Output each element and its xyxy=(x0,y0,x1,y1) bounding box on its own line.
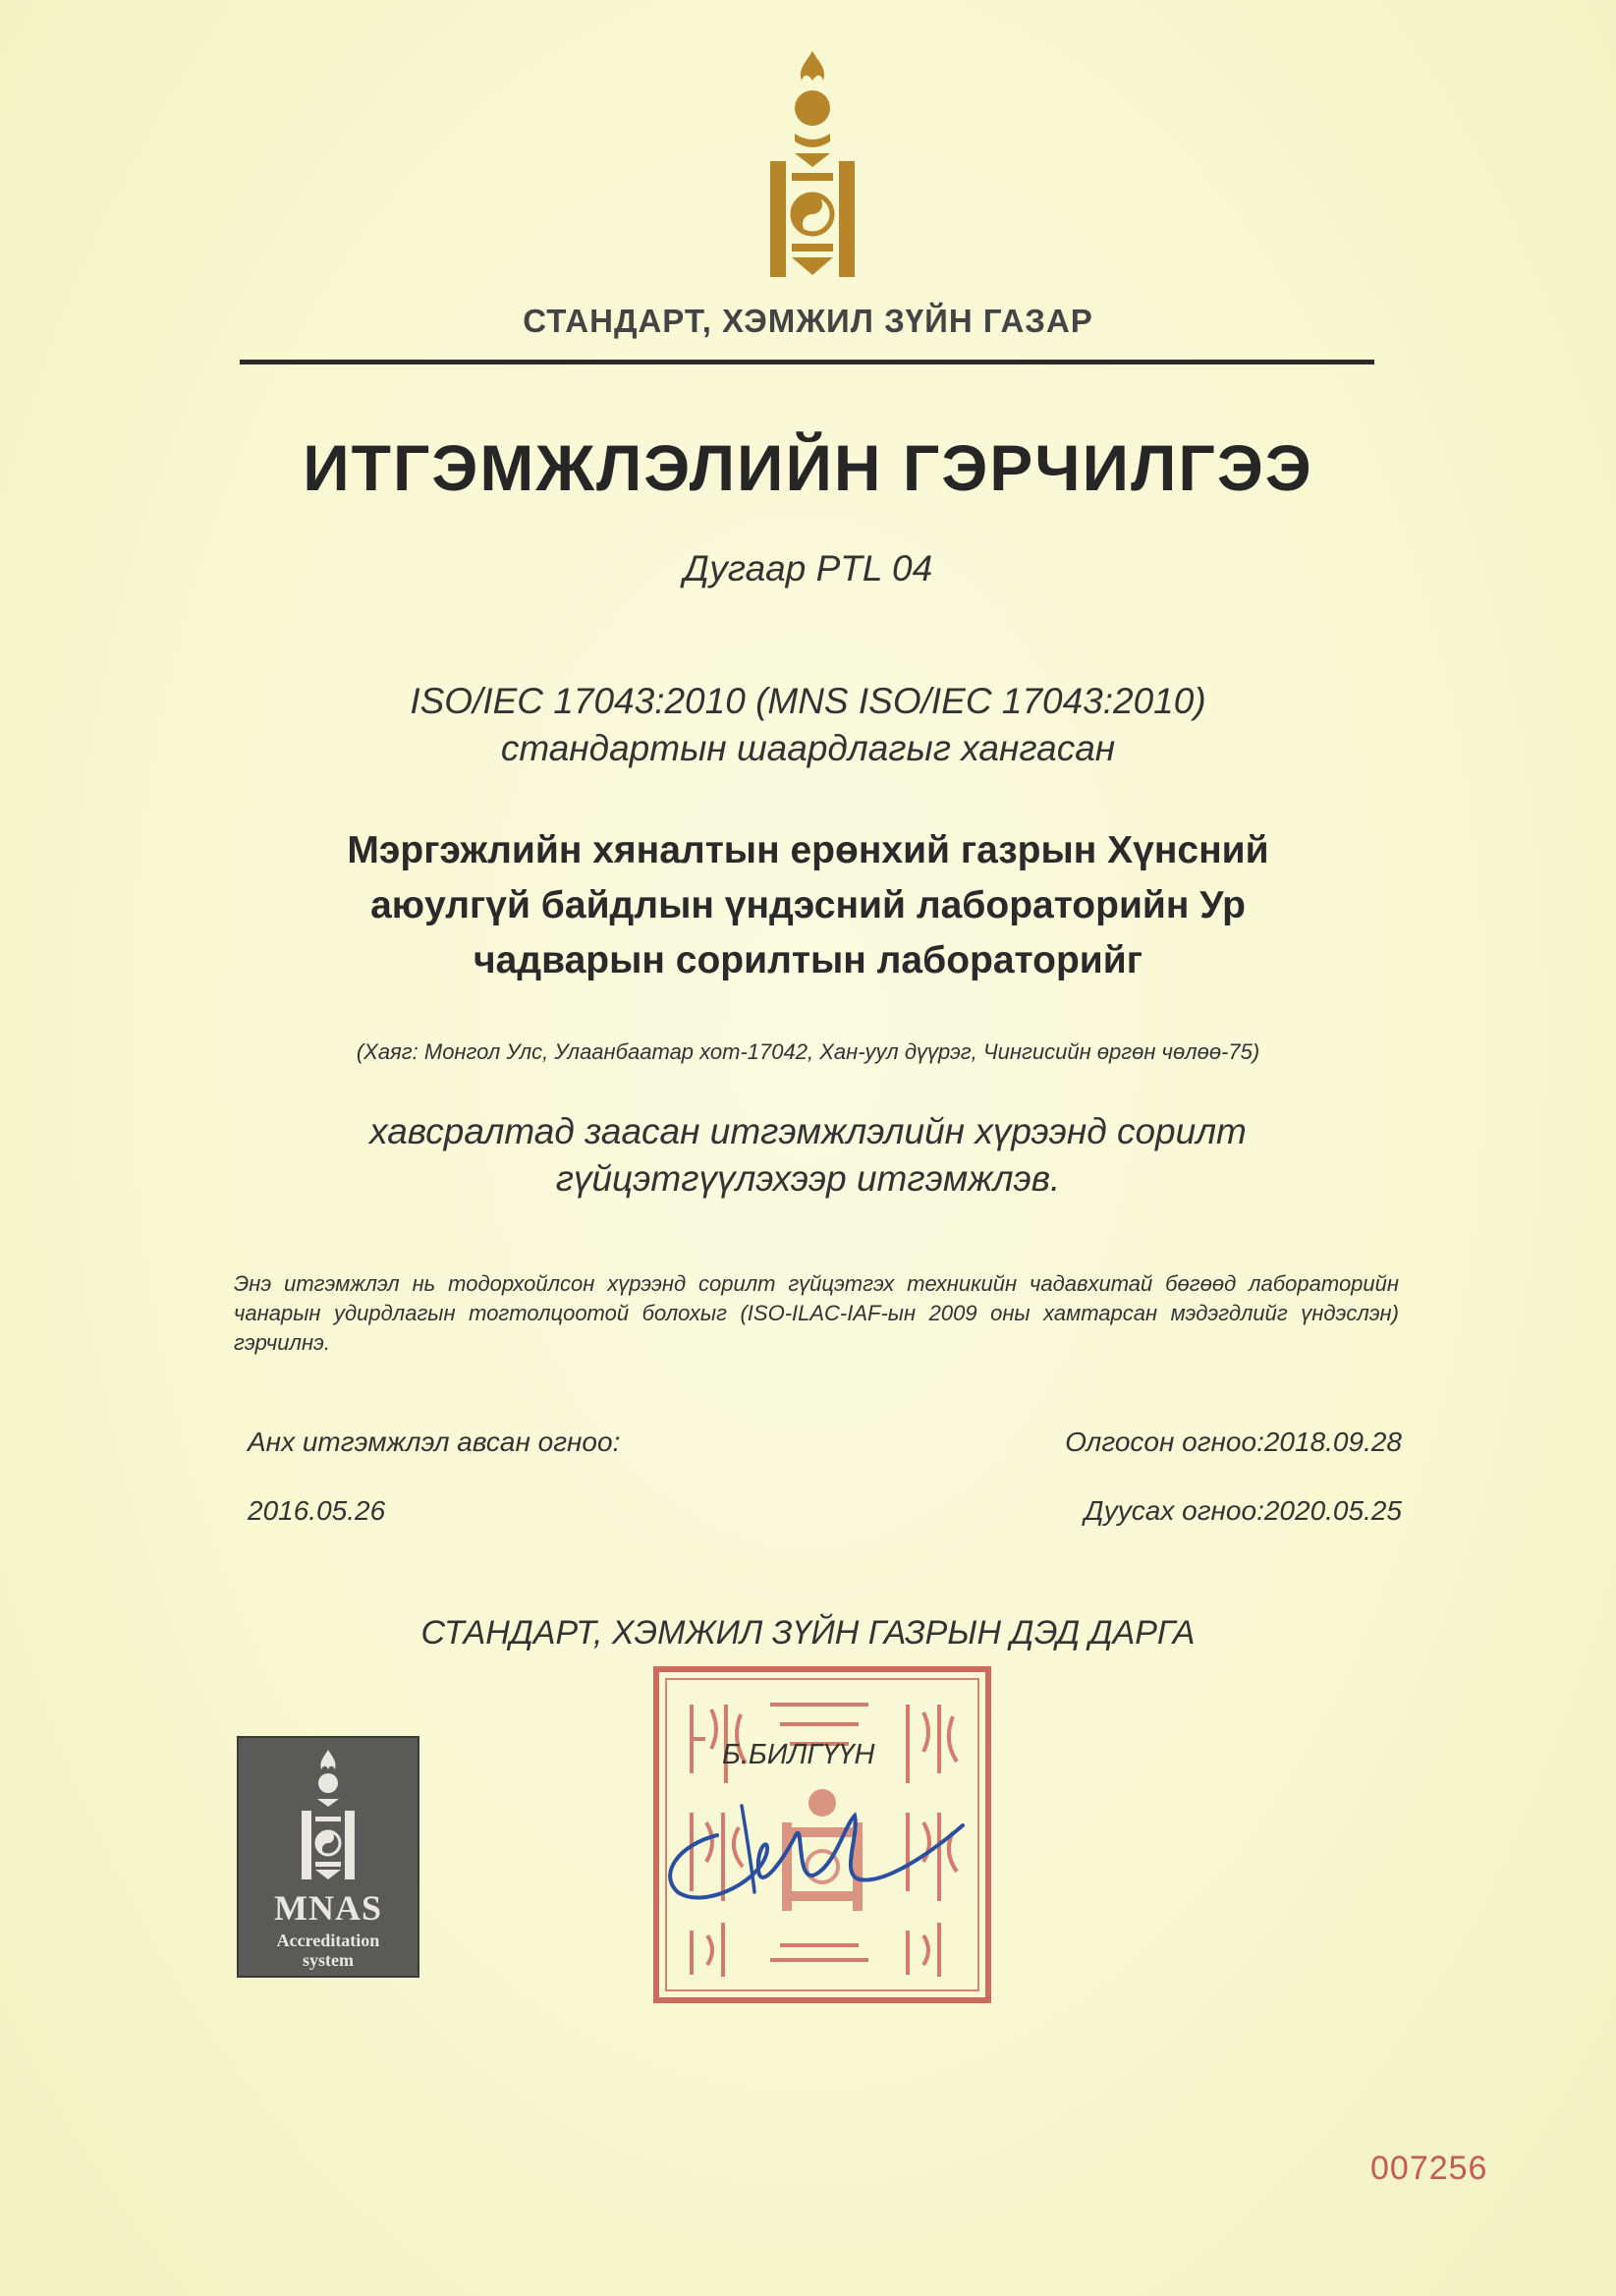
organization-name: СТАНДАРТ, ХЭМЖИЛ ЗҮЙН ГАЗАР xyxy=(523,303,1093,339)
issued-date: Олгосон огноо:2018.09.28 xyxy=(1065,1427,1402,1457)
certificate-note: Энэ итгэмжлэл нь тодорхойлсон хүрээнд сорилт гүйцэтгэх техникийн чадавхитай бөгөөд лабораторийн чанарын удирдлагын тогтолцоотой болохыг (ISO-ILAC-IAF-ын 2009 оны хамтарсан мэдэгдлийг үндэслэн) гэрчилнэ. xyxy=(234,1271,1399,1355)
mnas-logo xyxy=(237,1736,419,1978)
soyombo-emblem-icon xyxy=(768,51,857,292)
standard-line-1: ISO/IEC 17043:2010 (MNS ISO/IEC 17043:2010) xyxy=(410,681,1206,721)
accredited-line-2: гүйцэтгүүлэхээр итгэмжлэв. xyxy=(555,1158,1061,1199)
standard-line-2: стандартын шаардлагыг хангасан xyxy=(500,728,1116,768)
certificate-title: ИТГЭМЖЛЭЛИЙН ГЭРЧИЛГЭЭ xyxy=(303,431,1313,504)
laboratory-name xyxy=(0,823,1616,988)
first-accreditation-date: 2016.05.26 xyxy=(248,1495,386,1526)
certificate-number: Дугаар PTL 04 xyxy=(683,548,933,588)
lab-line-3: чадварын сорилтын лабораторийг xyxy=(474,939,1142,981)
lab-line-1: Мэргэжлийн хяналтын ерөнхий газрын Хүнсний xyxy=(347,829,1269,871)
mnas-name: MNAS xyxy=(274,1888,382,1928)
mnas-line-1: Accreditation xyxy=(276,1931,380,1950)
laboratory-address: (Хаяг: Монгол Улс, Улаанбаатар хот-17042, Хан-уул дүүрэг, Чингисийн өргөн чөлөө-75) xyxy=(356,1039,1260,1064)
standard-text xyxy=(0,678,1616,772)
signature-icon xyxy=(648,1776,973,1904)
signatory-position: СТАНДАРТ, ХЭМЖИЛ ЗҮЙН ГАЗРЫН ДЭД ДАРГА xyxy=(420,1614,1196,1652)
accreditation-statement xyxy=(0,1108,1616,1203)
expiry-date: Дуусах огноо:2020.05.25 xyxy=(1084,1495,1402,1526)
accredited-line-1: хавсралтад заасан итгэмжлэлийн хүрээнд сорилт xyxy=(369,1111,1247,1151)
signatory-name: Б.БИЛГҮҮН xyxy=(722,1739,875,1770)
header-divider xyxy=(240,360,1374,364)
mnas-emblem-icon xyxy=(300,1750,357,1883)
lab-line-2: аюулгүй байдлын үндэсний лабораторийн Ур xyxy=(370,884,1246,926)
mnas-line-2: system xyxy=(303,1950,354,1970)
serial-number: 007256 xyxy=(1370,2150,1488,2187)
first-accreditation-label: Анх итгэмжлэл авсан огноо: xyxy=(248,1427,621,1457)
